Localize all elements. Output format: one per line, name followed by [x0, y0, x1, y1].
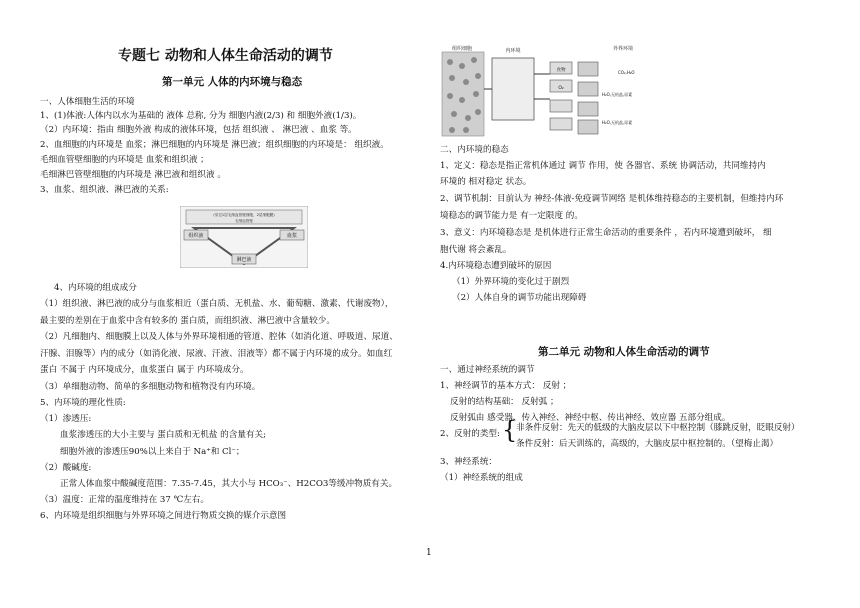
text-line: 最主要的差别在于血浆中含有较多的 蛋白质，而组织液、淋巴液中含量较少。 — [40, 316, 335, 326]
fluid-relation-diagram — [180, 206, 308, 268]
page-number: 1 — [426, 548, 432, 558]
diagram-label: 外界环境 — [612, 46, 634, 52]
text-line: 2、血细胞的内环境是 血浆；淋巴细胞的内环境是 淋巴液；组织细胞的内环境是： 组织液。 — [40, 140, 389, 150]
unit1-title: 第一单元 人体的内环境与稳态 — [162, 76, 303, 88]
text-line: （1）外界环境的变化过于剧烈 — [452, 277, 570, 287]
text-line: 毛细血管壁细胞的内环境是 血浆和组织液 ； — [40, 155, 209, 165]
text-line: （2）酸碱度: — [40, 463, 92, 473]
text-line: （3）单细胞动物、简单的多细胞动物和植物没有内环境。 — [40, 382, 261, 392]
text-line: 汗腺、泪腺等）内的成分（如消化液、尿液、汗液、泪液等）都不属于内环境的成分。如血红 — [40, 349, 393, 359]
text-line: 非条件反射：先天的低级的大脑皮层以下中枢控制（膝跳反射，眨眼反射） — [516, 423, 800, 433]
text-line: 条件反射：后天训练的，高级的，大脑皮层中枢控制的。（望梅止渴） — [516, 439, 779, 449]
text-line: 1、神经调节的基本方式： 反射 ； — [440, 381, 572, 391]
text-line: （3）温度：正常的温度维持在 37 ℃左右。 — [40, 495, 209, 505]
text-line: 1、定义：稳态是指正常机体通过 调节 作用，使 各器官、系统 协调活动，共同维持内 — [440, 161, 766, 171]
diagram-label: 组织液 — [188, 233, 204, 239]
text-line: （1）组织液、淋巴液的成分与血浆相近（蛋白质、无机盐、水、葡萄糖、激素、代谢废物）， — [40, 299, 394, 309]
text-line: （1）渗透压: — [40, 414, 92, 424]
section-heading: 一、通过神经系统的调节 — [440, 365, 535, 375]
text-line: 血浆渗透压的大小主要与 蛋白质和无机盐 的含量有关; — [60, 430, 267, 440]
diagram-label: H₂O,无机盐,尿素 — [602, 120, 633, 125]
section-heading: 二、内环境的稳态 — [440, 145, 509, 155]
section-heading: 4、内环境的组成成分 — [54, 283, 137, 293]
text-line: 3、意义：内环境稳态是 是机体进行正常生命活动的重要条件 ，若内环境遭到破坏， 细 — [440, 228, 772, 238]
reflex-type-brace: { — [502, 416, 518, 444]
diagram-label: (穿过1层毛细血管壁细胞，2层细胞膜) — [213, 213, 275, 217]
text-line: 毛细淋巴管壁细胞的内环境是 淋巴液和组织液 。 — [40, 170, 226, 180]
text-line: 2、反射的类型: — [440, 429, 500, 439]
text-line: 蛋白 不属于 内环境成分，血浆蛋白 属于 内环境成分。 — [40, 365, 249, 375]
diagram-label: H₂O,无机盐,尿素 — [602, 92, 633, 97]
section-heading: 一、人体细胞生活的环境 — [40, 97, 135, 107]
text-line: 3、血浆、组织液、淋巴液的关系: — [40, 185, 169, 195]
diagram-label: O₂ — [558, 86, 564, 91]
material-exchange-diagram — [440, 44, 650, 138]
diagram-label: CO₂,H₂O — [618, 70, 635, 75]
text-line: （2）内环境：指由 细胞外液 构成的液体环境，包括 组织液 、 淋巴液 、血浆 等。 — [40, 125, 357, 135]
text-line: 6、内环境是组织细胞与外界环境之间进行物质交换的媒介示意图 — [40, 511, 287, 521]
section-heading: 5、内环境的理化性质: — [40, 398, 126, 408]
text-line: 反射弧由 感受器、传入神经、神经中枢、传出神经、效应器 五部分组成。 — [450, 413, 731, 423]
text-line: 细胞外液的渗透压90%以上来自于 Na⁺和 Cl⁻； — [60, 447, 245, 457]
diagram-label: 血浆 — [286, 233, 298, 239]
text-line: （2）凡细胞内、细胞膜上以及人体与外界环境相通的管道、腔体（如消化道、呼吸道、尿道、 — [40, 332, 398, 342]
text-line: 正常人体血浆中酸碱度范围：7.35-7.45，其大小与 HCO₃⁻、H2CO3等缓冲物质有关。 — [60, 479, 398, 489]
text-line: 环境的 相对稳定 状态。 — [440, 177, 532, 187]
text-line: 1、(1)体液:人体内以水为基础的 液体 总称, 分为 细胞内液(2/3) 和 细胞外液(1/3)。 — [40, 111, 362, 121]
text-line: （2）人体自身的调节功能出现障碍 — [452, 293, 587, 303]
diagram-label: 内环境 — [505, 48, 521, 54]
text-line: 2、调节机制：目前认为 神经-体液-免疫调节网络 是机体维持稳态的主要机制，但维持内环 — [440, 194, 784, 204]
text-line: 境稳态的调节能力是 有一定限度 的。 — [440, 211, 583, 221]
diagram-label: 淋巴液 — [236, 257, 252, 263]
text-line: （1）神经系统的组成 — [440, 473, 523, 483]
text-line: 4.内环境稳态遭到破坏的原因 — [440, 261, 552, 271]
diagram-label: 毛细血管壁 — [235, 219, 253, 223]
text-line: 3、神经系统： — [440, 457, 498, 467]
text-line: 胞代谢 将会紊乱。 — [440, 245, 512, 255]
text-line: 反射的结构基础： 反射弧 ； — [450, 397, 559, 407]
diagram-label: 食物 — [556, 68, 566, 73]
document-title: 专题七 动物和人体生命活动的调节 — [118, 48, 333, 64]
diagram-label: 组织细胞 — [451, 46, 473, 52]
unit2-title: 第二单元 动物和人体生命活动的调节 — [538, 346, 710, 358]
